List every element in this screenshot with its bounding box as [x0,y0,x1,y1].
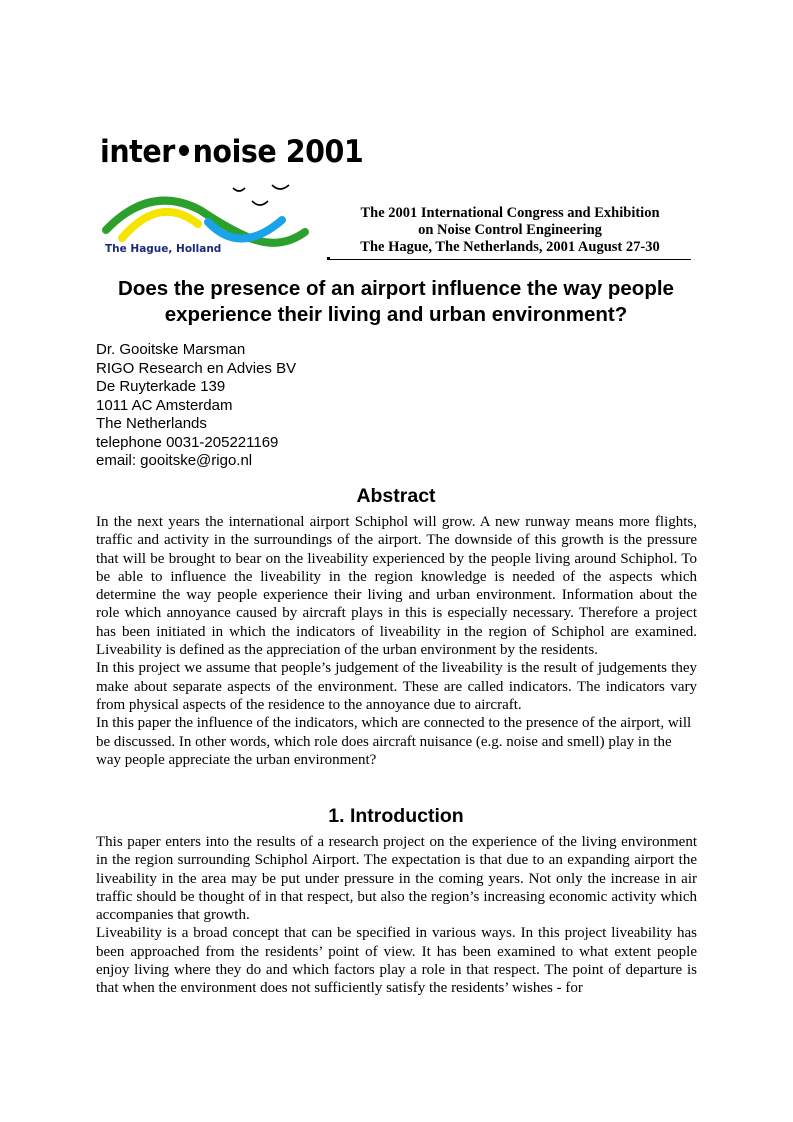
conference-logo [100,132,364,262]
introduction-body [96,833,697,998]
logo-wordmark: inter•noise 2001 [100,134,364,170]
author-city: 1011 AC Amsterdam [96,396,233,414]
abstract-paragraph: In the next years the international airport Schiphol will grow. A new runway means more flights, traffic and activity in the surroundings of the airport. The downside of this growth is the pressure that will be brought to bear on the liveability experienced by the people living around Schiphol. To be able to influence the liveability in the region knowledge is needed of the aspects which determine the way people experience their living and urban environment. Information about the role which annoyance caused by aircraft plays in this is especially necessary. Therefore a project has been initiated in which the indicators of liveability in the region of Schiphol are examined. Liveability is defined as the appreciation of the urban environment by the residents. [96,514,697,659]
author-street: De Ruyterkade 139 [96,378,226,395]
author-email: email: gooitske@rigo.nl [96,452,253,469]
abstract-body [96,513,697,769]
bird-mark [272,185,289,189]
introduction-heading: 1. Introduction [328,805,464,827]
conference-info [330,205,690,256]
introduction-paragraph: This paper enters into the results of a research project on the experience of the living environment in the region surrounding Schiphol Airport. The expectation is that due to an expanding airport the liveability in the area may be put under pressure in the coming years. Not only the increase in air traffic should be thought of in that respect, but also the region’s increasing economic activity which accompanies that growth. [96,834,697,924]
abstract-heading: Abstract [356,485,436,507]
abstract-paragraph: In this paper the influence of the indicators, which are connected to the presence of the airport, will be discussed. In other words, which role does aircraft nuisance (e.g. noise and smell) play in the way people appreciate the urban environment? [96,715,692,768]
introduction-paragraph: Liveability is a broad concept that can be specified in various ways. In this project liveability has been approached from the residents’ point of view. It has been examined to what extent people enjoy living where they do and which factors play a role in that respect. The point of departure is that when the environment does not sufficiently satisfy the residents’ wishes - for [96,925,697,997]
yellow-wave [122,212,198,238]
logo-waves-graphic [100,176,330,251]
author-affiliation: RIGO Research en Advies BV [96,359,297,377]
author-country: The Netherlands [96,415,207,432]
header-rule [330,259,691,260]
bird-mark [233,188,245,191]
conference-line: The 2001 International Congress and Exhibition [360,205,660,221]
bird-mark [252,201,268,205]
conference-line: on Noise Control Engineering [418,222,602,238]
conference-line: The Hague, The Netherlands, 2001 August 27-30 [360,239,660,255]
logo-city: The Hague, Holland [105,243,222,255]
author-name: Dr. Gooitske Marsman [96,341,246,358]
abstract-paragraph: In this project we assume that people’s judgement of the liveability is the result of judgements they make about separate aspects of the environment. These are called indicators. The indicators vary from physical aspects of the residence to the annoyance due to aircraft. [96,660,697,713]
author-block [96,341,296,471]
paper-title: Does the presence of an airport influence the way people experience their living and urban environment? [118,277,674,326]
author-telephone: telephone 0031-205221169 [96,433,279,451]
